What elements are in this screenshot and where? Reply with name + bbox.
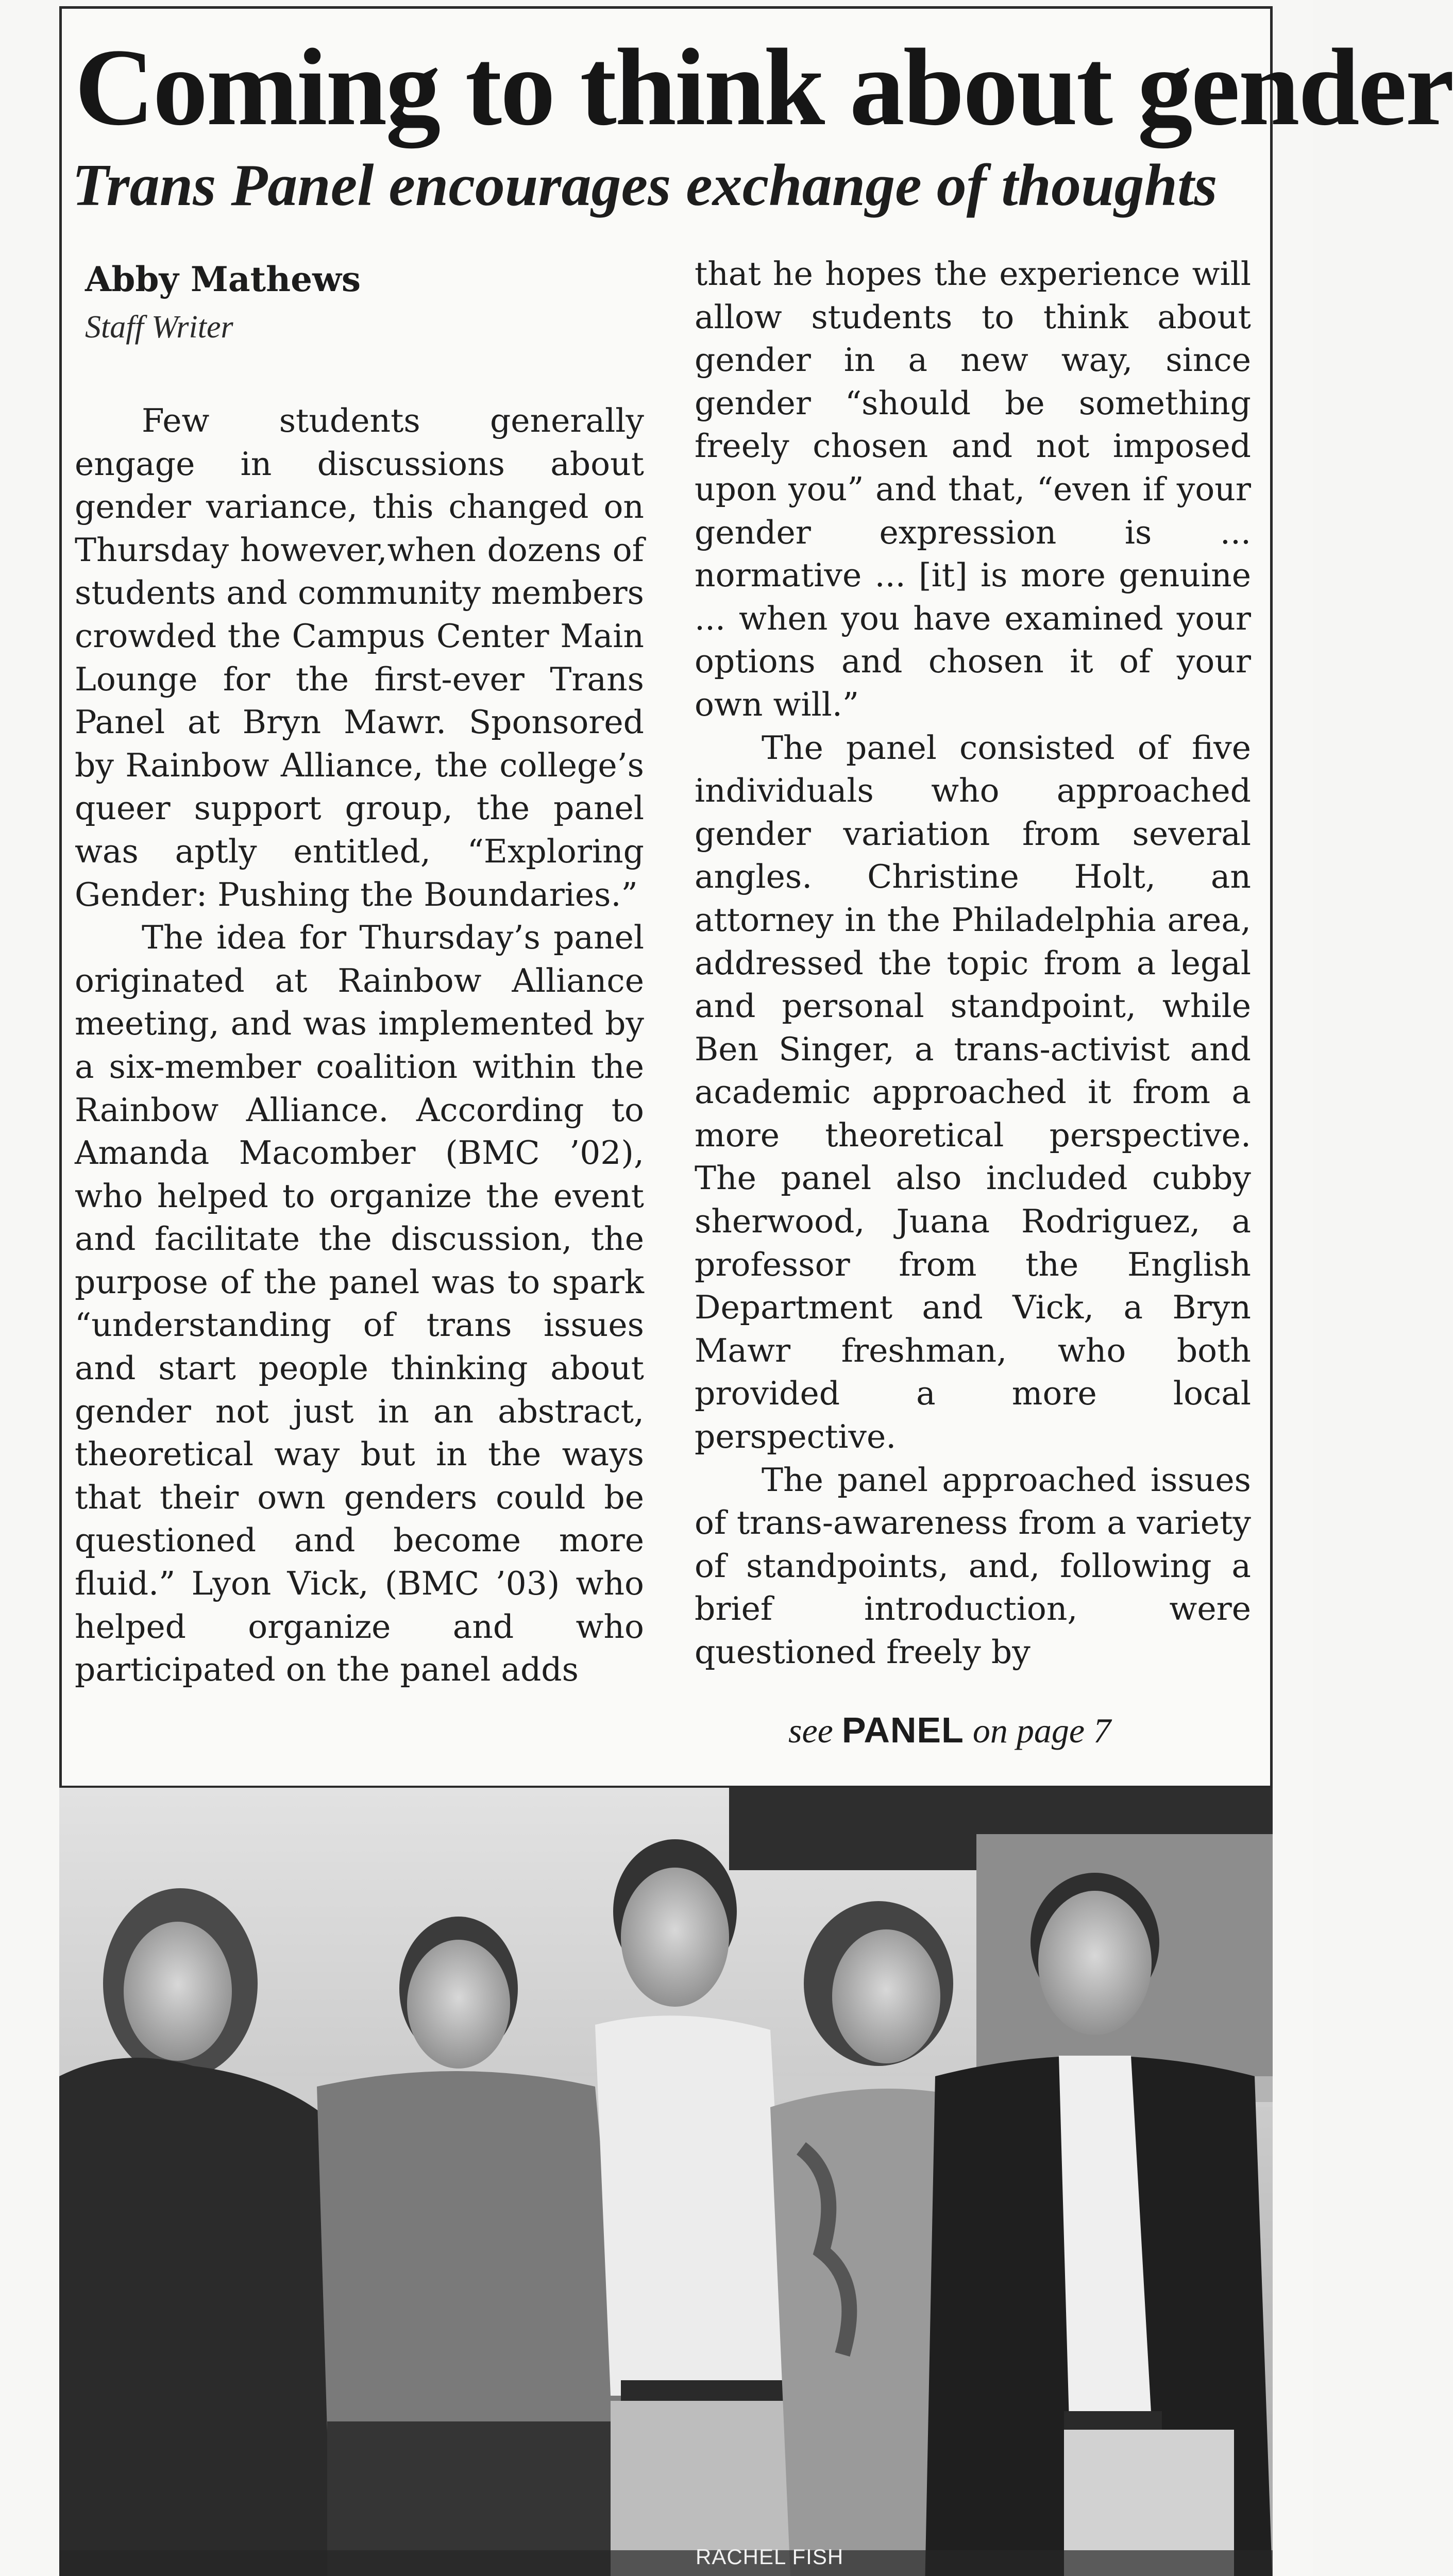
paragraph: The panel approached issues of trans-awareness from a variety of standpoints, and, following a brief introduction, were questioned freely by — [695, 1461, 1251, 1671]
jump-keyword: PANEL — [841, 1710, 964, 1750]
subheadline: Trans Panel encourages exchange of thoughts — [72, 152, 1218, 218]
headline: Coming to think about gender — [75, 26, 1453, 148]
author-name: Abby Mathews — [85, 259, 361, 299]
photo-credit: RACHEL FISH — [696, 2545, 844, 2569]
photo-illustration — [59, 1788, 1273, 2576]
jump-prefix: see — [788, 1711, 833, 1750]
paragraph: that he hopes the experience will allow students to think about gender in a new way, since gender “should be something freely chosen and not imposed upon you” and that, “even if your gender expression is ... normative ... [it] is more genuine ... when you have examined your options and chosen it of your own will.” — [695, 255, 1251, 723]
jump-suffix: on page 7 — [972, 1711, 1111, 1750]
author-role: Staff Writer — [85, 310, 233, 345]
article-column-left — [75, 399, 644, 1691]
paragraph: The idea for Thursday’s panel originated at Rainbow Alliance meeting, and was implemented by a six-member coalition within the Rainbow Alliance. According to Amanda Macomber (BMC ’02), who helped to organize the event and facilitate the discussion, the purpose of the panel was to spark “understanding of trans issues and start people thinking about gender not just in an abstract, theoretical way but in the ways that their own genders could be questioned and become more fluid.” Lyon Vick, (BMC ’03) who helped organize and who participated on the panel adds — [75, 919, 644, 1689]
paragraph: Few students generally engage in discussions about gender variance, this changed on Thursday however,when dozens of students and community members crowded the Campus Center Main Lounge for the first-ever Trans Panel at Bryn Mawr. Sponsored by Rainbow Alliance, the college’s queer support group, the panel was aptly entitled, “Exploring Gender: Pushing the Boundaries.” — [75, 402, 644, 913]
paragraph: The panel consisted of five individuals who approached gender variation from several angles. Christine Holt, an attorney in the Philadelphia area, addressed the topic from a legal and personal standpoint, while Ben Singer, a trans-activist and academic approached it from a more theoretical perspective. The panel also included cubby sherwood, Juana Rodriguez, a professor from the English Department and Vick, a Bryn Mawr freshman, who both provided a more local perspective. — [695, 728, 1251, 1456]
article-column-right — [695, 252, 1251, 1674]
continuation-line — [788, 1709, 1111, 1751]
panelists-photo — [59, 1786, 1273, 2576]
